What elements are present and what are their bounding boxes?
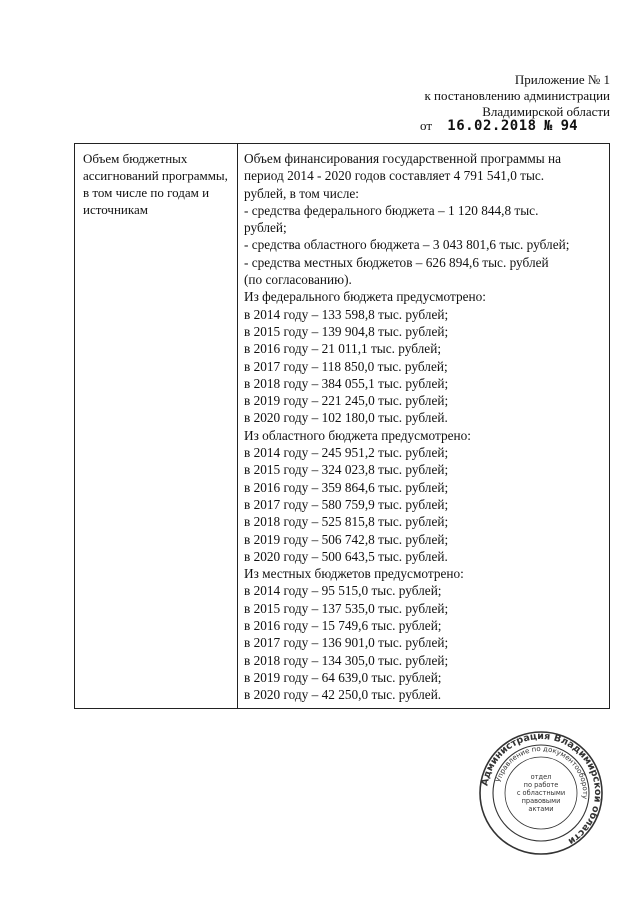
funding-line: период 2014 - 2020 годов составляет 4 791 541,0 тыс. — [244, 168, 545, 184]
funding-line: (по согласованию). — [244, 272, 352, 288]
budget-table — [74, 143, 610, 709]
funding-line: - средства областного бюджета – 3 043 801,6 тыс. рублей; — [244, 237, 570, 253]
funding-line: в 2020 году – 102 180,0 тыс. рублей. — [244, 410, 448, 426]
funding-line: в 2020 году – 500 643,5 тыс. рублей. — [244, 548, 448, 564]
funding-line: в 2019 году – 506 742,8 тыс. рублей; — [244, 531, 449, 547]
official-stamp — [478, 730, 604, 856]
date-prefix: от — [420, 118, 433, 133]
funding-details — [238, 144, 610, 709]
funding-line: в 2018 году – 384 055,1 тыс. рублей; — [244, 375, 449, 391]
funding-line: Из областного бюджета предусмотрено: — [244, 427, 471, 443]
row-label: Объем бюджетных ассигнований программы, в том числе по годам и источникам — [75, 144, 238, 709]
funding-line: в 2016 году – 359 864,6 тыс. рублей; — [244, 479, 449, 495]
document-date: 16.02.2018 — [447, 118, 537, 134]
stamp-center-line: с областными — [516, 789, 566, 797]
funding-line: в 2015 году – 137 535,0 тыс. рублей; — [244, 600, 449, 616]
funding-line: Из федерального бюджета предусмотрено: — [244, 289, 486, 305]
funding-line: в 2015 году – 324 023,8 тыс. рублей; — [244, 462, 449, 478]
attachment-header — [380, 72, 610, 120]
stamp-inner-text: Управление по документообороту — [494, 744, 590, 800]
funding-line: в 2017 году – 136 901,0 тыс. рублей; — [244, 635, 449, 651]
attachment-title: Приложение № 1 — [514, 72, 610, 87]
funding-line: в 2015 году – 139 904,8 тыс. рублей; — [244, 323, 449, 339]
funding-line: в 2018 году – 134 305,0 тыс. рублей; — [244, 652, 449, 668]
stamp-outer-text: Администрация Владимирской области — [479, 730, 604, 847]
funding-line: - средства местных бюджетов – 626 894,6 тыс. рублей — [244, 254, 549, 270]
funding-line: в 2014 году – 133 598,8 тыс. рублей; — [244, 306, 449, 322]
funding-line: Объем финансирования государственной программы на — [244, 151, 562, 166]
stamp-center-line: правовыми — [521, 797, 561, 805]
stamp-center-text — [517, 773, 565, 813]
funding-line: в 2018 году – 525 815,8 тыс. рублей; — [244, 514, 449, 530]
stamp-center-line: по работе — [523, 781, 559, 789]
document-date-line — [420, 118, 578, 134]
funding-line: в 2017 году – 118 850,0 тыс. рублей; — [244, 358, 448, 374]
attachment-region: Владимирской области — [482, 104, 610, 119]
stamp-center-line: отдел — [530, 773, 552, 781]
funding-line: в 2020 году – 42 250,0 тыс. рублей. — [244, 687, 442, 703]
funding-line: в 2016 году – 21 011,1 тыс. рублей; — [244, 341, 442, 357]
stamp-center-line: актами — [528, 805, 554, 813]
funding-line: рублей, в том числе: — [244, 185, 359, 201]
funding-line: в 2016 году – 15 749,6 тыс. рублей; — [244, 618, 442, 634]
funding-line: в 2014 году – 95 515,0 тыс. рублей; — [244, 583, 442, 599]
attachment-reference: к постановлению администрации — [424, 88, 610, 103]
funding-line: в 2019 году – 64 639,0 тыс. рублей; — [244, 669, 442, 685]
funding-line: - средства федерального бюджета – 1 120 844,8 тыс. — [244, 202, 539, 218]
funding-line: рублей; — [244, 220, 287, 236]
funding-line: в 2019 году – 221 245,0 тыс. рублей; — [244, 393, 449, 409]
funding-line: в 2014 году – 245 951,2 тыс. рублей; — [244, 445, 449, 461]
funding-line: Из местных бюджетов предусмотрено: — [244, 566, 464, 582]
document-number: № 94 — [543, 118, 578, 134]
funding-line: в 2017 году – 580 759,9 тыс. рублей; — [244, 496, 449, 512]
table-row — [75, 144, 610, 709]
